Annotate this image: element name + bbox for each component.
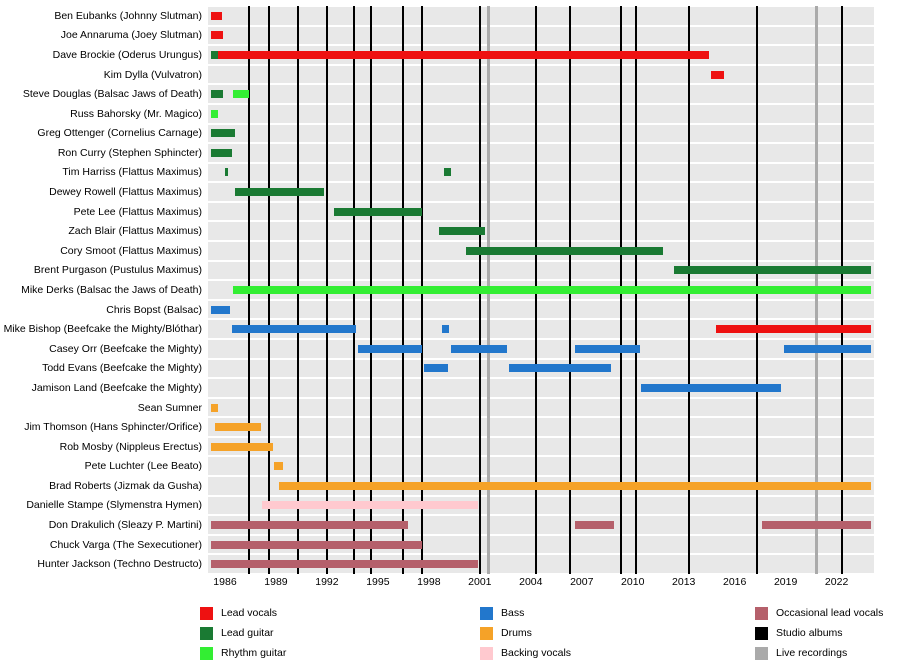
timeline-bar <box>211 149 231 157</box>
x-axis-tick-label: 2022 <box>824 576 849 588</box>
x-axis-tick-label: 2016 <box>722 576 747 588</box>
legend-column <box>200 604 286 664</box>
y-axis-label: Chuck Varga (The Sexecutioner) <box>49 538 202 551</box>
timeline-bar <box>215 423 261 431</box>
y-axis-label: Danielle Stampe (Slymenstra Hymen) <box>26 499 202 512</box>
timeline-bar <box>211 443 272 451</box>
timeline-row-band <box>208 301 874 319</box>
timeline-bar <box>211 306 230 314</box>
timeline-bar <box>211 541 422 549</box>
y-axis-label: Mike Bishop (Beefcake the Mighty/Blóthar) <box>3 323 202 336</box>
x-axis-tick-label: 1998 <box>417 576 441 588</box>
y-axis-label: Todd Evans (Beefcake the Mighty) <box>42 362 202 375</box>
x-axis-tick-label: 1995 <box>366 576 390 588</box>
timeline-bar <box>716 325 871 333</box>
legend-item <box>480 604 571 622</box>
legend-label: Lead vocals <box>221 607 278 619</box>
legend-swatch-icon <box>200 627 213 640</box>
timeline-bar <box>575 521 614 529</box>
y-axis-label: Mike Derks (Balsac the Jaws of Death) <box>21 284 202 296</box>
timeline-bar <box>232 325 356 333</box>
timeline-row-band <box>208 105 874 123</box>
timeline-bar <box>211 404 218 412</box>
x-axis-tick-label: 2004 <box>519 576 543 588</box>
timeline-row-band <box>208 340 874 358</box>
x-axis-tick-label: 1992 <box>315 576 339 588</box>
timeline-bar <box>442 325 449 333</box>
timeline-bar <box>225 168 228 176</box>
y-axis-label: Greg Ottenger (Cornelius Carnage) <box>37 127 202 140</box>
timeline-bar <box>641 384 780 392</box>
legend-label: Studio albums <box>776 627 843 639</box>
timeline-bar <box>358 345 423 353</box>
timeline-bar <box>711 71 725 79</box>
y-axis-label: Rob Mosby (Nippleus Erectus) <box>59 440 202 453</box>
timeline-row-band <box>208 7 874 25</box>
y-axis-label: Pete Lee (Flattus Maximus) <box>73 205 202 218</box>
timeline-bar <box>262 501 478 509</box>
x-axis-tick-label: 1989 <box>264 576 288 588</box>
legend-label: Bass <box>501 607 525 619</box>
timeline-bar <box>211 110 218 118</box>
timeline-row-band <box>208 438 874 456</box>
y-axis-label: Chris Bopst (Balsac) <box>106 303 202 316</box>
y-axis-label: Ben Eubanks (Johnny Slutman) <box>54 9 202 22</box>
timeline-bar <box>509 364 611 372</box>
timeline-row-band <box>208 144 874 162</box>
timeline-bar <box>233 90 248 98</box>
timeline-row-band <box>208 399 874 417</box>
legend-item <box>200 624 286 642</box>
legend-swatch-icon <box>480 607 493 620</box>
legend-swatch-icon <box>200 647 213 660</box>
timeline-plot-area <box>208 6 874 574</box>
timeline-bar <box>674 266 871 274</box>
y-axis-label: Russ Bahorsky (Mr. Magico) <box>70 107 202 120</box>
legend-label: Live recordings <box>776 647 848 659</box>
timeline-bar <box>211 129 235 137</box>
timeline-bar <box>218 51 709 59</box>
legend-item <box>755 604 883 622</box>
y-axis-label: Cory Smoot (Flattus Maximus) <box>60 244 202 257</box>
timeline-row-band <box>208 66 874 84</box>
timeline-row-band <box>208 164 874 182</box>
timeline-bar <box>274 462 282 470</box>
y-axis-label: Hunter Jackson (Techno Destructo) <box>37 558 202 571</box>
legend-item <box>200 644 286 662</box>
timeline-bar <box>211 31 223 39</box>
legend-item <box>755 644 883 662</box>
x-axis-tick-label: 2001 <box>468 576 492 588</box>
timeline-bar <box>784 345 871 353</box>
timeline-bar <box>466 247 663 255</box>
y-axis-label: Ron Curry (Stephen Sphincter) <box>57 146 202 159</box>
legend-item <box>200 604 286 622</box>
y-axis-label: Dave Brockie (Oderus Urungus) <box>52 48 202 61</box>
legend-swatch-icon <box>755 607 768 620</box>
y-axis-label: Dewey Rowell (Flattus Maximus) <box>49 186 202 199</box>
legend-item <box>480 644 571 662</box>
timeline-bar <box>211 521 408 529</box>
timeline-bar <box>211 12 221 20</box>
y-axis-label: Jim Thomson (Hans Sphincter/Orifice) <box>24 421 202 434</box>
y-axis-label: Zach Blair (Flattus Maximus) <box>68 225 202 238</box>
chart-legend <box>0 604 900 666</box>
timeline-bar <box>235 188 323 196</box>
x-axis-ticks <box>208 576 874 594</box>
timeline-bar <box>211 560 478 568</box>
legend-label: Lead guitar <box>221 627 274 639</box>
timeline-bar <box>575 345 640 353</box>
y-axis-label: Steve Douglas (Balsac Jaws of Death) <box>22 88 202 101</box>
timeline-bar <box>279 482 870 490</box>
timeline-bar <box>444 168 451 176</box>
timeline-bar <box>762 521 871 529</box>
y-axis-label: Jamison Land (Beefcake the Mighty) <box>31 381 202 394</box>
legend-column <box>755 604 883 664</box>
y-axis-label: Joe Annaruma (Joey Slutman) <box>60 29 202 42</box>
legend-swatch-icon <box>480 627 493 640</box>
x-axis-tick-label: 1986 <box>213 576 237 588</box>
legend-label: Backing vocals <box>501 647 572 659</box>
timeline-row-band <box>208 418 874 436</box>
timeline-bar <box>233 286 870 294</box>
y-axis-label: Pete Luchter (Lee Beato) <box>84 460 202 473</box>
y-axis-label: Tim Harriss (Flattus Maximus) <box>62 166 202 179</box>
y-axis-label: Brad Roberts (Jizmak da Gusha) <box>49 479 202 492</box>
legend-swatch-icon <box>755 647 768 660</box>
legend-swatch-icon <box>200 607 213 620</box>
y-axis-label: Casey Orr (Beefcake the Mighty) <box>49 342 202 355</box>
timeline-bar <box>451 345 507 353</box>
x-axis-tick-label: 2013 <box>672 576 696 588</box>
timeline-row-band <box>208 457 874 475</box>
legend-label: Rhythm guitar <box>221 647 287 659</box>
timeline-bar <box>424 364 448 372</box>
legend-item <box>755 624 883 642</box>
timeline-bar <box>334 208 422 216</box>
y-axis-label: Sean Sumner <box>137 401 202 414</box>
timeline-row-band <box>208 203 874 221</box>
timeline-row-band <box>208 85 874 103</box>
timeline-row-band <box>208 222 874 240</box>
legend-column <box>480 604 571 664</box>
y-axis-labels <box>0 6 202 574</box>
legend-label: Drums <box>501 627 532 639</box>
timeline-bar <box>211 90 223 98</box>
x-axis-tick-label: 2010 <box>621 576 645 588</box>
y-axis-label: Brent Purgason (Pustulus Maximus) <box>33 264 202 277</box>
x-axis-tick-label: 2007 <box>570 576 594 588</box>
legend-swatch-icon <box>480 647 493 660</box>
y-axis-label: Kim Dylla (Vulvatron) <box>103 68 202 81</box>
y-axis-label: Don Drakulich (Sleazy P. Martini) <box>48 519 202 532</box>
timeline-row-band <box>208 27 874 45</box>
legend-label: Occasional lead vocals <box>776 607 884 619</box>
x-axis-tick-label: 2019 <box>773 576 798 588</box>
legend-item <box>480 624 571 642</box>
timeline-row-band <box>208 125 874 143</box>
timeline-bar <box>439 227 485 235</box>
legend-swatch-icon <box>755 627 768 640</box>
